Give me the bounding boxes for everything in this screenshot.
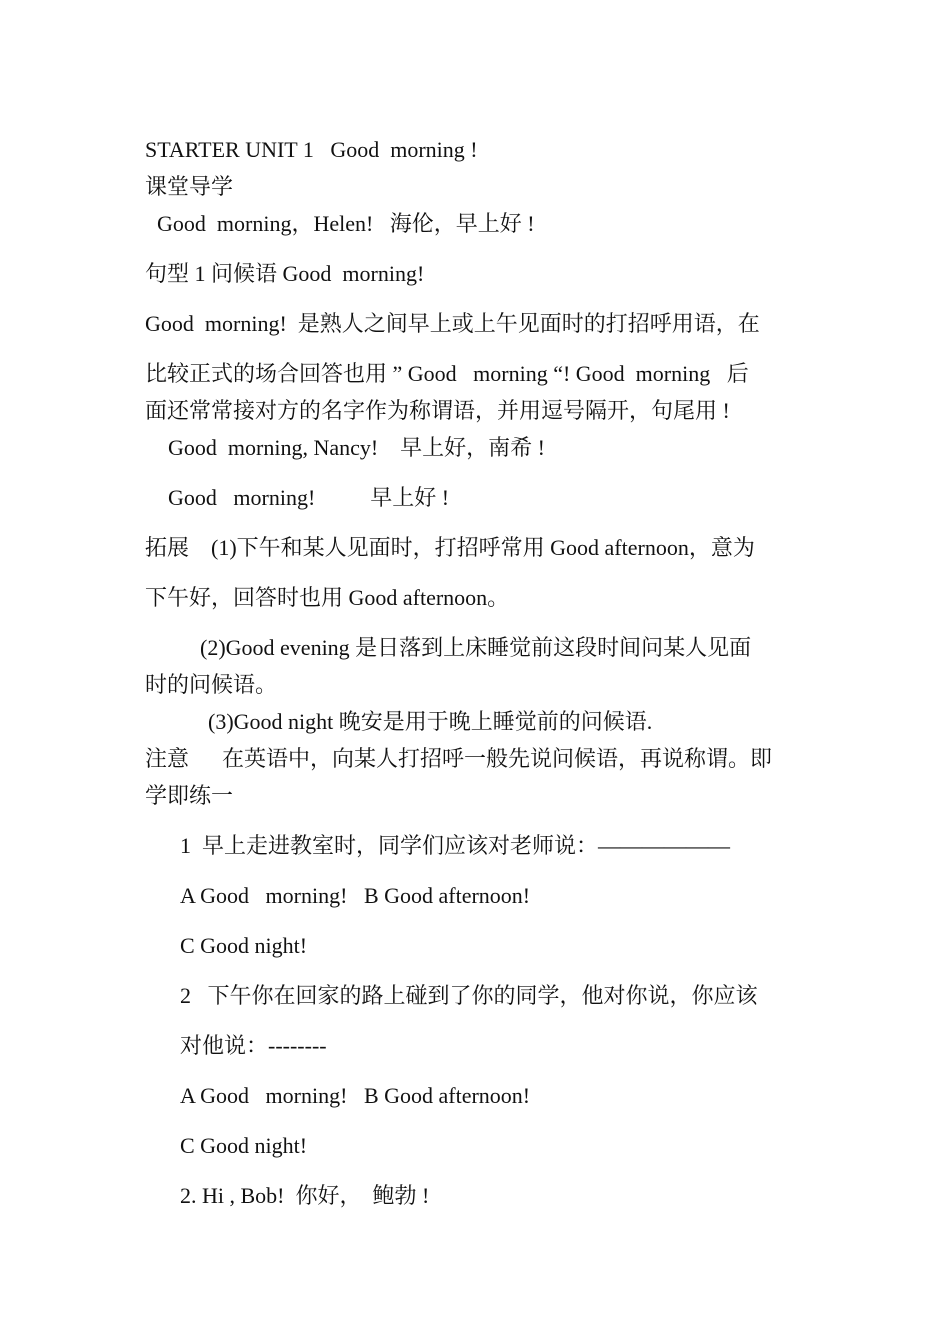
explanation-line-1: Good morning! 是熟人之间早上或上午见面时的打招呼用语，在 — [145, 311, 760, 336]
extension-line-2: 下午好，回答时也用 Good afternoon。 — [145, 585, 510, 610]
page-title: STARTER UNIT 1 Good morning ! — [145, 137, 478, 162]
exercise-question-2-line-1: 2 下午你在回家的路上碰到了你的同学，他对你说，你应该 — [180, 983, 758, 1008]
exercise-question-2-line-2: 对他说：-------- — [180, 1033, 327, 1058]
extension-line-3: (2)Good evening 是日落到上床睡觉前这段时间问某人见面 — [200, 635, 752, 660]
note-line-1: 注意 在英语中，向某人打招呼一般先说问候语，再说称谓。即 — [145, 746, 773, 771]
next-sentence: 2. Hi , Bob! 你好， 鲍勃 ! — [180, 1183, 430, 1208]
exercise-question-1: 1 早上走进教室时，同学们应该对老师说：—————— — [180, 833, 731, 858]
extension-line-5: (3)Good night 晚安是用于晚上睡觉前的问候语. — [208, 709, 653, 734]
exercise-2-option-c: C Good night! — [180, 1133, 308, 1158]
extension-line-1: 拓展 (1)下午和某人见面时，打招呼常用 Good afternoon，意为 — [145, 535, 755, 560]
exercise-1-options-ab: A Good morning! B Good afternoon! — [180, 883, 531, 908]
section-heading: 课堂导学 — [145, 174, 234, 199]
exercise-1-option-c: C Good night! — [180, 933, 308, 958]
example-sentence-1: Good morning, Nancy! 早上好，南希 ! — [168, 435, 546, 460]
example-sentence-2: Good morning! 早上好 ! — [168, 485, 450, 510]
note-line-2: 学即练一 — [145, 783, 234, 808]
exercise-2-options-ab: A Good morning! B Good afternoon! — [180, 1083, 531, 1108]
explanation-line-2: 比较正式的场合回答也用 ” Good morning “! Good morning 后 — [145, 361, 749, 386]
pattern-title: 句型 1 问候语 Good morning! — [145, 261, 425, 286]
explanation-line-3: 面还常常接对方的名字作为称谓语，并用逗号隔开，句尾用 ! — [145, 398, 730, 423]
lesson-sentence: Good morning，Helen! 海伦，早上好 ! — [157, 211, 535, 236]
extension-line-4: 时的问候语。 — [145, 672, 278, 697]
